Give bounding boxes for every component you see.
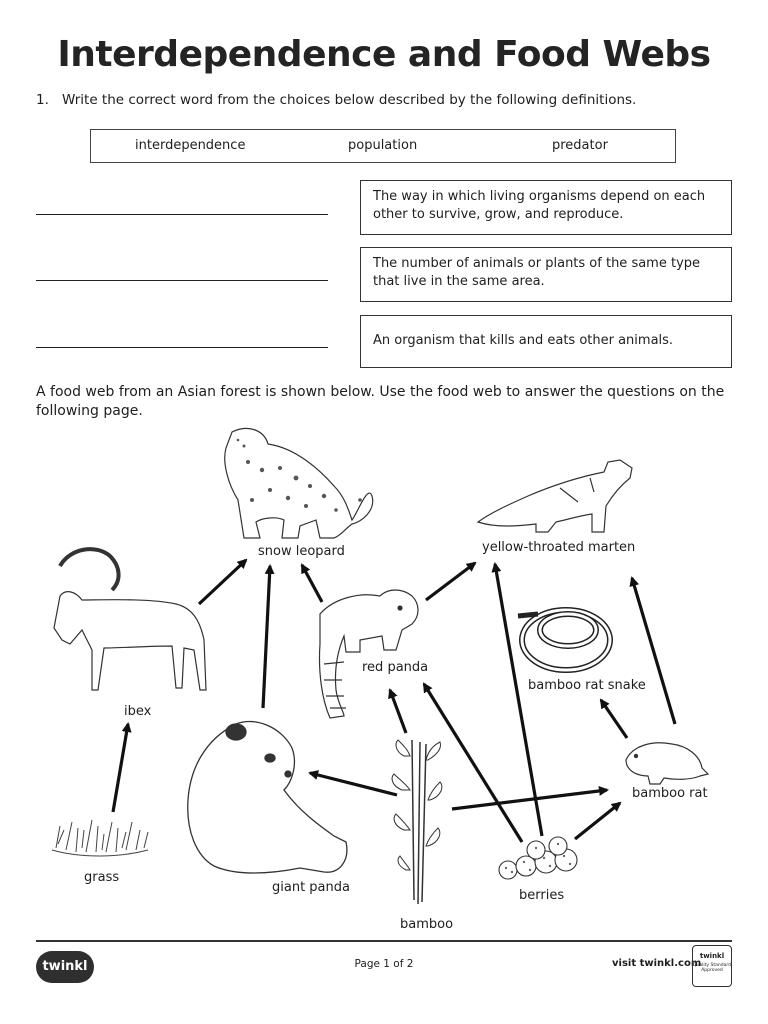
ibex-illustration bbox=[54, 549, 206, 690]
definition-text: An organism that kills and eats other animals. bbox=[373, 333, 674, 348]
arrow-bamboo-to-red-panda bbox=[390, 690, 406, 733]
arrow-berries-to-red-panda bbox=[424, 684, 522, 842]
snake-illustration bbox=[518, 610, 610, 670]
label-snow-leopard: snow leopard bbox=[258, 544, 345, 559]
food-web-intro: A food web from an Asian forest is shown below. Use the food web to answer the questions on the following page. bbox=[36, 384, 725, 419]
arrow-bamboo-to-bamboo-rat bbox=[452, 790, 607, 809]
red-panda-illustration bbox=[319, 590, 418, 718]
snow-leopard-illustration bbox=[225, 428, 373, 538]
word-choice: interdependence bbox=[135, 138, 246, 153]
arrow-red-panda-to-marten bbox=[426, 563, 475, 600]
label-yellow-throated-marten: yellow-throated marten bbox=[482, 540, 636, 555]
label-ibex: ibex bbox=[124, 704, 152, 719]
definition-text: The number of animals or plants of the same type that live in the same area. bbox=[373, 256, 701, 289]
berries-illustration bbox=[499, 837, 577, 879]
bamboo-illustration bbox=[392, 740, 442, 904]
bamboo-rat-illustration bbox=[626, 743, 708, 784]
marten-illustration bbox=[478, 460, 632, 532]
label-bamboo-rat-snake: bamboo rat snake bbox=[528, 678, 646, 693]
arrow-grass-to-ibex bbox=[113, 724, 128, 812]
arrow-bamboo-rat-to-marten bbox=[632, 578, 675, 724]
grass-illustration bbox=[52, 820, 148, 856]
label-grass: grass bbox=[84, 870, 120, 885]
page-number: Page 1 of 2 bbox=[354, 958, 414, 970]
visit-link[interactable]: visit twinkl.com bbox=[612, 958, 702, 969]
label-giant-panda: giant panda bbox=[272, 880, 350, 895]
label-berries: berries bbox=[519, 888, 565, 903]
arrow-bamboo-to-giant-panda bbox=[310, 773, 397, 795]
question-number: 1. bbox=[36, 92, 49, 108]
footer-divider bbox=[36, 940, 732, 942]
question-text: Write the correct word from the choices below described by the following definitions. bbox=[62, 92, 637, 108]
arrow-giant-panda-to-snow-leopard bbox=[263, 566, 270, 708]
badge-title: twinkl bbox=[699, 952, 725, 960]
arrow-bamboo-rat-to-snake bbox=[601, 700, 627, 738]
arrow-ibex-to-snow-leopard bbox=[199, 560, 246, 604]
label-bamboo: bamboo bbox=[400, 917, 454, 932]
arrow-berries-to-marten bbox=[495, 564, 542, 836]
word-choice: population bbox=[348, 138, 418, 153]
badge-text: Quality Standard Approved bbox=[693, 963, 731, 973]
arrow-berries-to-bamboo-rat bbox=[575, 803, 620, 839]
label-red-panda: red panda bbox=[362, 660, 429, 675]
definition-text: The way in which living organisms depend on each other to survive, grow, and reproduce. bbox=[373, 189, 706, 222]
quality-badge bbox=[692, 945, 732, 987]
twinkl-logo[interactable]: twinkl bbox=[36, 951, 94, 983]
page-title: Interdependence and Food Webs bbox=[57, 34, 711, 75]
label-bamboo-rat: bamboo rat bbox=[632, 786, 708, 801]
word-choice: predator bbox=[552, 138, 608, 153]
giant-panda-illustration bbox=[188, 721, 347, 873]
arrow-red-panda-to-snow-leopard bbox=[302, 565, 322, 602]
